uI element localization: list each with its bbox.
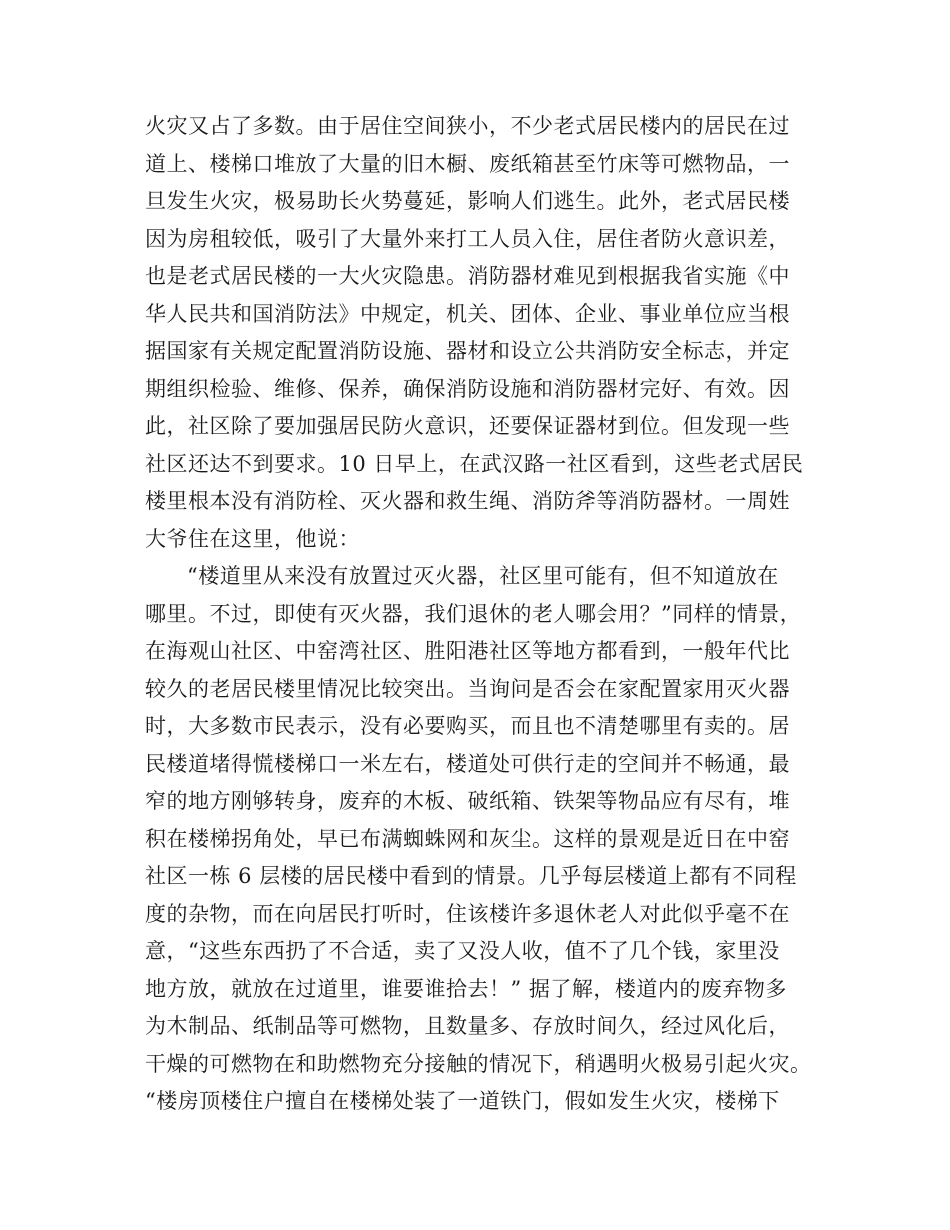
text-line: 此，社区除了要加强居民防火意识，还要保证器材到位。但发现一些 (145, 414, 790, 438)
text-line: 民楼道堵得慌楼梯口一米左右，楼道处可供行走的空间并不畅通，最 (145, 751, 790, 776)
text-line: 哪里。不过，即使有灭火器，我们退休的老人哪会用？”同样的情景， (145, 601, 802, 626)
text-line: 因为房租较低，吸引了大量外来打工人员入住，居住者防火意识差， (145, 226, 790, 251)
text-line: 也是老式居民楼的一大火灾隐患。消防器材难见到根据我省实施《中 (145, 264, 790, 288)
text-line: 度的杂物，而在向居民打听时，住该楼许多退休老人对此似乎毫不在 (145, 901, 790, 926)
text-line: 期组织检验、维修、保养，确保消防设施和消防器材完好、有效。因 (145, 376, 790, 401)
text-line: 华人民共和国消防法》中规定，机关、团体、企业、事业单位应当根 (145, 301, 790, 326)
text-line: 窄的地方刚够转身，废弃的木板、破纸箱、铁架等物品应有尽有，堆 (145, 789, 790, 813)
paragraph-first-line: “楼道里从来没有放置过灭火器，社区里可能有，但不知道放在 (187, 564, 779, 588)
document-body (145, 108, 812, 1121)
text-line: 社区还达不到要求。10 日早上，在武汉路一社区看到，这些老式居民 (145, 451, 804, 476)
text-line: 地方放，就放在过道里，谁要谁拾去！” 据了解，楼道内的废弃物多 (145, 976, 787, 1001)
text-line: 据国家有关规定配置消防设施、器材和设立公共消防安全标志，并定 (145, 339, 790, 363)
text-line: 楼里根本没有消防栓、灭火器和救生绳、消防斧等消防器材。一周姓 (145, 489, 790, 513)
text-line: 干燥的可燃物在和助燃物充分接触的情况下，稍遇明火极易引起火灾。 (145, 1051, 812, 1076)
text-line: “楼房顶楼住户擅自在楼梯处装了一道铁门，假如发生火灾，楼梯下 (145, 1089, 780, 1113)
text-line: 道上、楼梯口堆放了大量的旧木橱、废纸箱甚至竹床等可燃物品，一 (145, 151, 790, 176)
text-line: 意，“这些东西扔了不合适，卖了又没人收，值不了几个钱，家里没 (145, 939, 780, 963)
text-line: 积在楼梯拐角处，早已布满蜘蛛网和灰尘。这样的景观是近日在中窑 (145, 826, 790, 851)
text-line: 大爷住在这里，他说： (145, 526, 360, 551)
text-line: 时，大多数市民表示，没有必要购买，而且也不清楚哪里有卖的。居 (145, 714, 790, 738)
text-line: 较久的老居民楼里情况比较突出。当询问是否会在家配置家用灭火器 (145, 676, 790, 701)
text-line: 火灾又占了多数。由于居住空间狭小，不少老式居民楼内的居民在过 (145, 114, 790, 138)
text-line: 在海观山社区、中窑湾社区、胜阳港社区等地方都看到，一般年代比 (145, 639, 790, 663)
text-line: 旦发生火灾，极易助长火势蔓延，影响人们逃生。此外，老式居民楼 (145, 189, 790, 213)
text-line: 社区一栋 6 层楼的居民楼中看到的情景。几乎每层楼道上都有不同程 (145, 864, 797, 888)
text-line: 为木制品、纸制品等可燃物，且数量多、存放时间久，经过风化后， (145, 1014, 790, 1038)
